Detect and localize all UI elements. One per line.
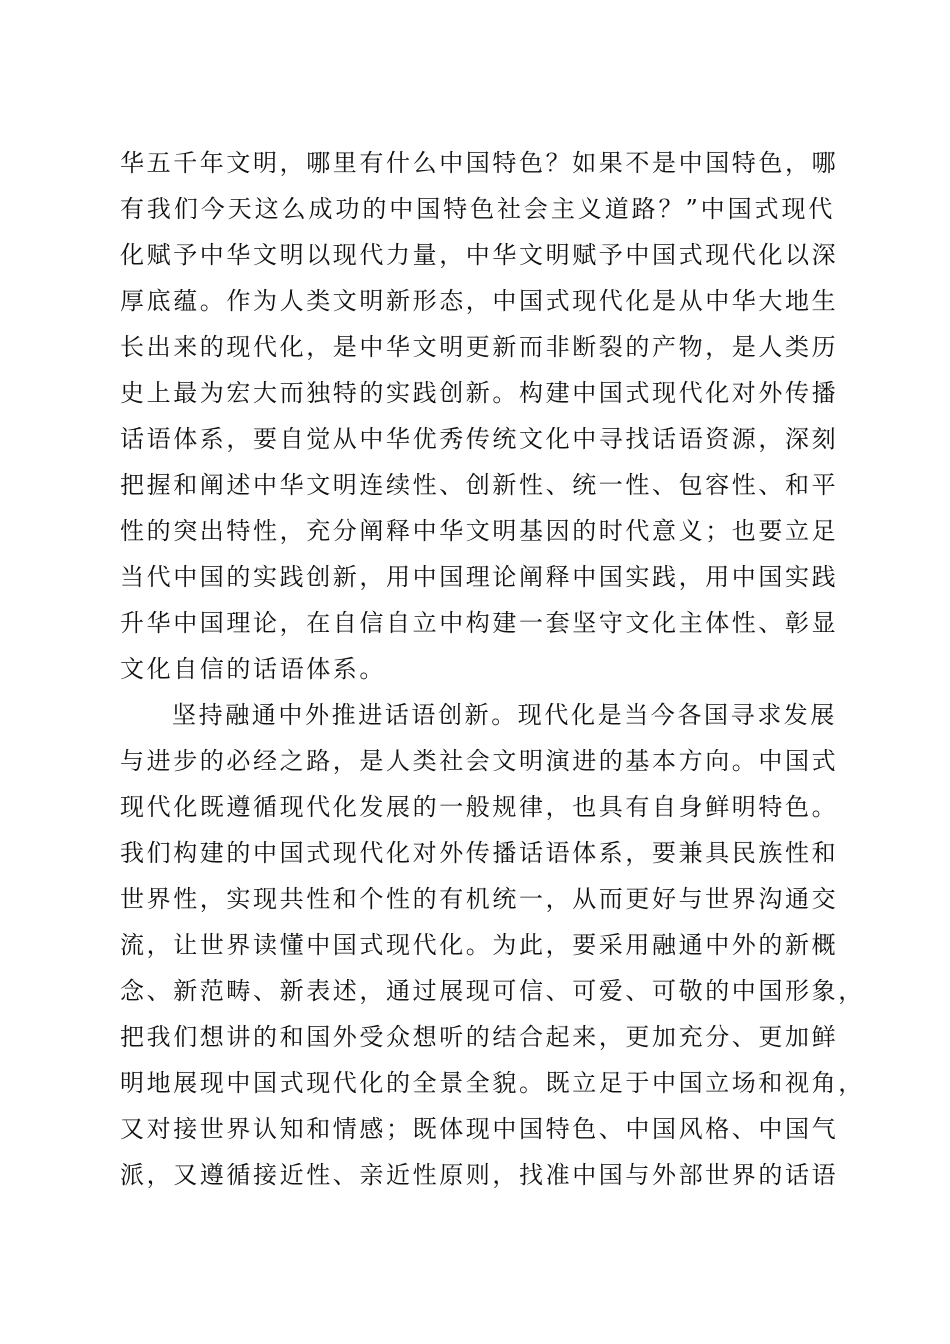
- text-line: 我们构建的中国式现代化对外传播话语体系，要兼具民族性和: [120, 839, 839, 867]
- text-line: 长出来的现代化，是中华文明更新而非断裂的产物，是人类历: [120, 333, 839, 361]
- text-line: 明地展现中国式现代化的全景全貌。既立足于中国立场和视角，: [120, 1069, 865, 1097]
- text-line: 文化自信的话语体系。: [120, 655, 386, 683]
- paragraph-1: [120, 140, 839, 692]
- text-line: 有我们今天这么成功的中国特色社会主义道路？”中国式现代: [120, 195, 835, 223]
- text-line: 当代中国的实践创新，用中国理论阐释中国实践，用中国实践: [120, 563, 839, 591]
- text-line: 派，又遵循接近性、亲近性原则，找准中国与外部世界的话语: [120, 1161, 839, 1189]
- text-line: 与进步的必经之路，是人类社会文明演进的基本方向。中国式: [120, 747, 839, 775]
- text-line: 话语体系，要自觉从中华优秀传统文化中寻找话语资源，深刻: [120, 425, 839, 453]
- text-line: 把我们想讲的和国外受众想听的结合起来，更加充分、更加鲜: [120, 1023, 839, 1051]
- text-line: 又对接世界认知和情感；既体现中国特色、中国风格、中国气: [120, 1115, 839, 1143]
- text-line: 化赋予中华文明以现代力量，中华文明赋予中国式现代化以深: [120, 241, 839, 269]
- text-line: 坚持融通中外推进话语创新。现代化是当今各国寻求发展: [172, 701, 837, 729]
- text-line: 史上最为宏大而独特的实践创新。构建中国式现代化对外传播: [120, 379, 839, 407]
- text-line: 流，让世界读懂中国式现代化。为此，要采用融通中外的新概: [120, 931, 839, 959]
- text-line: 现代化既遵循现代化发展的一般规律，也具有自身鲜明特色。: [120, 793, 839, 821]
- text-line: 把握和阐述中华文明连续性、创新性、统一性、包容性、和平: [120, 471, 839, 499]
- body-text: [120, 140, 865, 1198]
- text-line: 性的突出特性，充分阐释中华文明基因的时代意义；也要立足: [120, 517, 839, 545]
- paragraph-2: [120, 692, 865, 1198]
- text-line: 升华中国理论，在自信自立中构建一套坚守文化主体性、彰显: [120, 609, 839, 637]
- text-line: 念、新范畴、新表述，通过展现可信、可爱、可敬的中国形象，: [120, 977, 865, 1005]
- text-line: 世界性，实现共性和个性的有机统一，从而更好与世界沟通交: [120, 885, 839, 913]
- text-line: 厚底蕴。作为人类文明新形态，中国式现代化是从中华大地生: [120, 287, 839, 315]
- text-line: 华五千年文明，哪里有什么中国特色？如果不是中国特色，哪: [120, 149, 839, 177]
